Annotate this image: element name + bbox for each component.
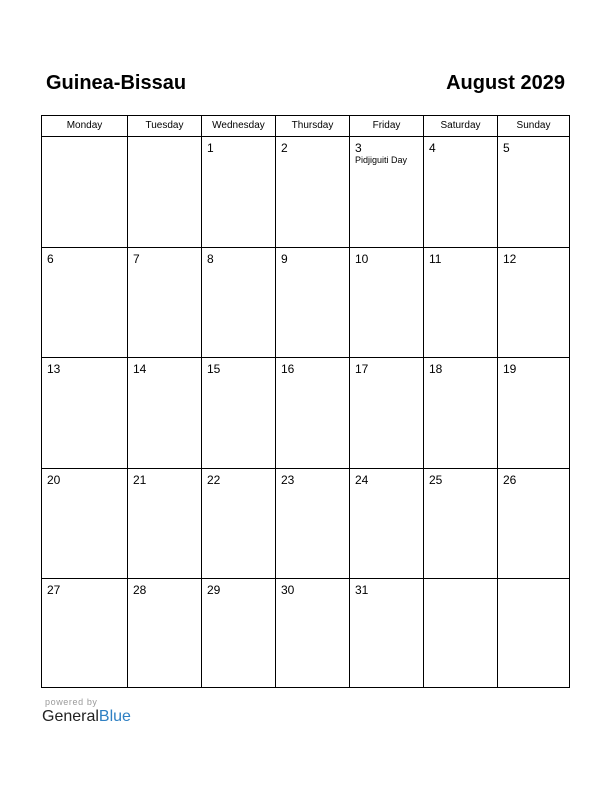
weekday-header-cell: Saturday: [423, 116, 497, 136]
holiday-label: Pidjiguiti Day: [355, 155, 408, 165]
day-number: 16: [281, 362, 295, 376]
day-cell: [349, 248, 423, 357]
day-number: 19: [503, 362, 517, 376]
day-number: 30: [281, 583, 295, 597]
week-row: [42, 578, 569, 688]
day-cell: [127, 358, 201, 468]
day-number: 28: [133, 583, 147, 597]
day-cell: [349, 469, 423, 578]
day-number: 17: [355, 362, 369, 376]
month-year-title: August 2029: [446, 72, 565, 94]
day-cell: [275, 137, 349, 247]
day-cell: [42, 137, 127, 247]
day-cell: [423, 579, 497, 688]
day-cell: [423, 469, 497, 578]
weekday-header-cell: Tuesday: [127, 116, 201, 136]
calendar-grid: [41, 115, 570, 688]
day-number: 14: [133, 362, 147, 376]
day-number: 8: [207, 252, 214, 266]
day-cell: [42, 248, 127, 357]
day-number: 5: [503, 141, 510, 155]
day-cell: [423, 358, 497, 468]
weekday-header-cell: Monday: [66, 120, 103, 131]
day-number: 26: [503, 473, 517, 487]
day-cell: [127, 137, 201, 247]
day-cell: [201, 469, 275, 578]
day-number: 31: [355, 583, 369, 597]
day-cell: [497, 248, 569, 357]
day-cell: [349, 137, 423, 247]
day-cell: [42, 358, 127, 468]
weekday-header-cell: Thursday: [275, 116, 349, 136]
weekday-header-cell: Friday: [349, 116, 423, 136]
day-cell: [127, 469, 201, 578]
generalblue-logo[interactable]: [42, 708, 131, 726]
day-cell: [497, 469, 569, 578]
day-cell: [275, 248, 349, 357]
day-number: 10: [355, 252, 369, 266]
weekday-header-cell: Sunday: [497, 116, 569, 136]
day-cell: [275, 358, 349, 468]
day-cell: [349, 579, 423, 688]
day-cell: [497, 137, 569, 247]
day-number: 24: [355, 473, 369, 487]
day-number: 22: [207, 473, 221, 487]
week-row: [42, 468, 569, 578]
week-row: [42, 357, 569, 468]
day-number: 9: [281, 252, 288, 266]
day-cell: [497, 358, 569, 468]
day-number: 21: [133, 473, 147, 487]
week-row: [42, 137, 569, 247]
day-number: 6: [47, 252, 54, 266]
day-cell: [275, 469, 349, 578]
day-number: 29: [207, 583, 221, 597]
week-row: [42, 247, 569, 357]
day-number: 1: [207, 141, 214, 155]
day-cell: [497, 579, 569, 688]
day-number: 18: [429, 362, 443, 376]
day-number: 25: [429, 473, 443, 487]
day-cell: [201, 579, 275, 688]
day-number: 12: [503, 252, 517, 266]
brand-general-text: General: [42, 708, 99, 725]
day-number: 15: [207, 362, 221, 376]
country-title: Guinea-Bissau: [46, 72, 187, 94]
day-cell: [42, 469, 127, 578]
day-cell: [201, 137, 275, 247]
weekday-header-cell: Wednesday: [201, 116, 275, 136]
day-number: 3: [355, 141, 362, 155]
day-cell: [423, 248, 497, 357]
day-cell: [127, 579, 201, 688]
weekday-header-row: [42, 116, 569, 137]
day-number: 20: [47, 473, 61, 487]
day-cell: [127, 248, 201, 357]
day-number: 23: [281, 473, 295, 487]
day-cell: [42, 579, 127, 688]
brand-blue-text: Blue: [98, 708, 131, 725]
day-cell: [423, 137, 497, 247]
day-cell: [201, 358, 275, 468]
powered-by-label: powered by: [45, 697, 98, 707]
day-number: 2: [281, 141, 288, 155]
day-number: 13: [47, 362, 61, 376]
day-number: 11: [429, 252, 442, 266]
day-cell: [349, 358, 423, 468]
day-number: 7: [133, 252, 140, 266]
day-cell: [275, 579, 349, 688]
day-number: 4: [429, 141, 436, 155]
day-cell: [201, 248, 275, 357]
day-number: 27: [47, 583, 61, 597]
